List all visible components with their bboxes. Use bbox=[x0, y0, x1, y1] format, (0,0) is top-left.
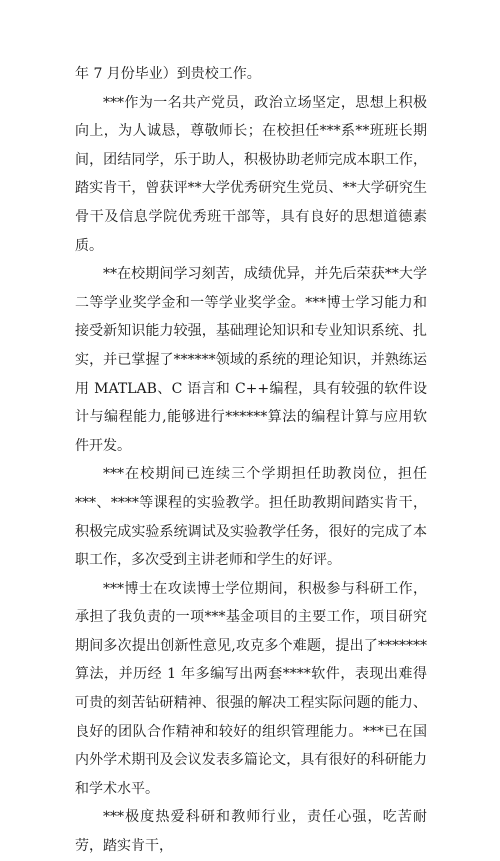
paragraph-political-character: ***作为一名共产党员，政治立场坚定，思想上积极向上，为人诚恳，尊敬师长；在校担任***系**班班长期间，团结同学，乐于助人，积极协助老师完成本职工作，踏实肯干，曾获评**大学优秀研究生党员、**大学研究生骨干及信息学院优秀班干部等，具有良好的思想道德素质。 bbox=[75, 94, 427, 254]
paragraph-teaching-assistant: ***在校期间已连续三个学期担任助教岗位，担任***、****等课程的实验教学。担任助教期间踏实肯干，积极完成实验系统调试及实验教学任务，很好的完成了本职工作，多次受到主讲老师和学生的好评。 bbox=[75, 466, 427, 569]
paragraph-academic-ability: **在校期间学习刻苦，成绩优异，并先后荣获**大学二等学业奖学金和一等学业奖学金。***博士学习能力和接受新知识能力较强，基础理论知识和专业知识系统、扎实，并已掌握了******领域的系统的理论知识，并熟练运用 MATLAB、C 语言和 C++编程，具有较强的软件设计与编程能力,能够进行******算法的编程计算与应用软件开发。 bbox=[75, 266, 427, 454]
paragraph-research-work: ***博士在攻读博士学位期间，积极参与科研工作，承担了我负责的一项***基金项目的主要工作，项目研究期间多次提出创新性意见,攻克多个难题，提出了*******算法，并历经 1 年多编写出两套****软件，表现出难得可贵的刻苦钻研精神、很强的解决工程实际问题的能力、良好的团队合作精神和较好的组织管理能力。***已在国内外学术期刊及会议发表多篇论文，具有很好的科研能力和学术水平。 bbox=[75, 580, 427, 797]
document-body bbox=[75, 60, 427, 861]
paragraph-graduation-line: 年 7 月份毕业）到贵校工作。 bbox=[75, 66, 261, 82]
paragraph-career-passion: ***极度热爱科研和教师行业，责任心强，吃苦耐劳，踏实肯干， bbox=[75, 809, 427, 855]
